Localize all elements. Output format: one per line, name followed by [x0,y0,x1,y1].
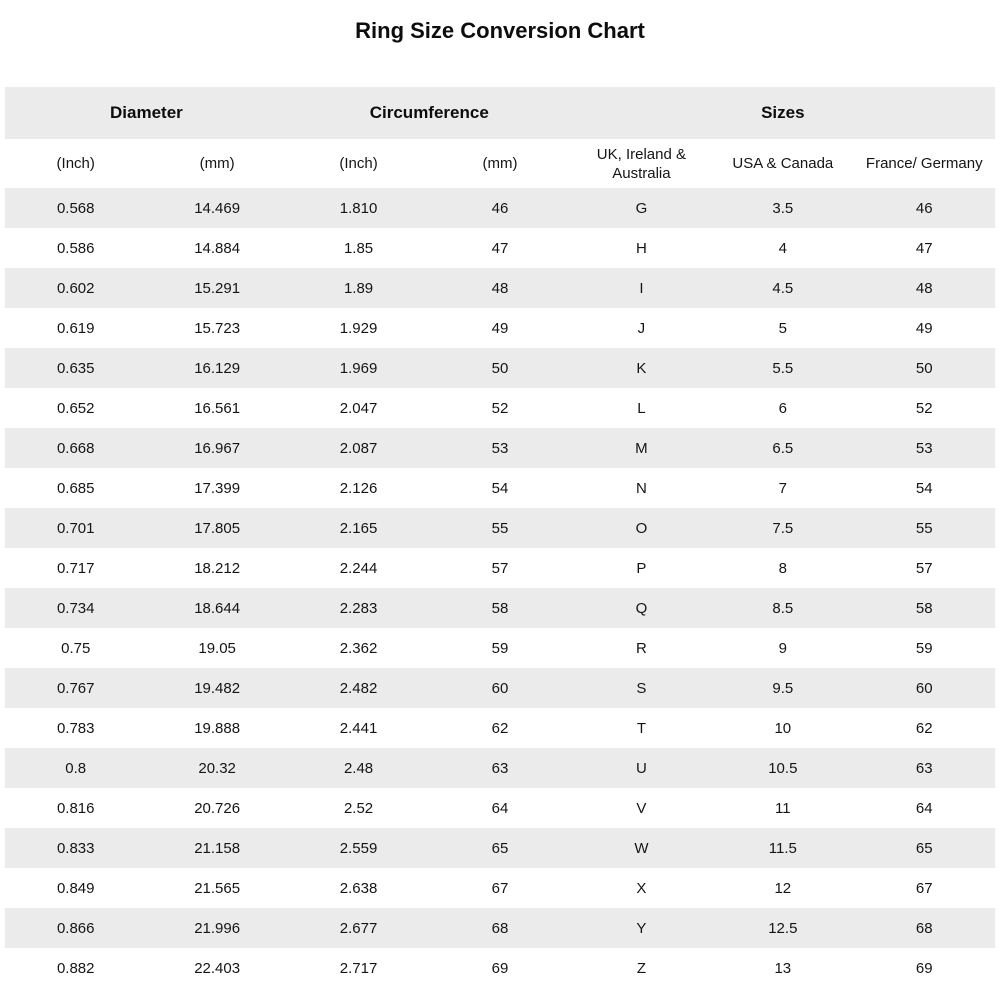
table-cell: 8 [778,559,787,577]
table-cell: Q [635,599,648,617]
table-cell: 55 [491,519,509,537]
table-row [5,788,995,828]
table-cell: 20.32 [198,759,236,777]
table-cell: 11.5 [768,839,797,857]
table-row [5,468,995,508]
table-cell: 16.967 [194,439,241,457]
table-cell: 0.568 [56,199,95,217]
table-cell: 48 [915,279,933,297]
table-cell: 0.8 [65,759,87,777]
table-cell: 1.89 [343,279,374,297]
table-cell: 47 [491,239,509,257]
table-cell: 50 [915,359,933,377]
table-cell: 57 [491,559,509,577]
column-header-row [5,139,995,188]
table-cell: 3.5 [772,199,794,217]
table-cell: 55 [915,519,933,537]
table-cell: 14.469 [194,199,241,217]
table-row [5,708,995,748]
table-cell: 7 [778,479,787,497]
table-cell: 60 [915,679,933,697]
group-header-circumference: Circumference [288,87,571,139]
table-cell: 53 [915,439,933,457]
table-cell: P [636,559,647,577]
table-cell: 21.158 [194,839,241,857]
table-cell: 59 [915,639,933,657]
table-cell: 0.717 [56,559,95,577]
table-row [5,748,995,788]
table-cell: 69 [915,959,933,977]
column-header-circumference-inch: (Inch) [288,139,429,188]
table-cell: 6 [778,399,787,417]
table-cell: 19.482 [194,679,241,697]
table-cell: 0.833 [56,839,95,857]
table-cell: 0.75 [61,639,91,657]
table-cell: 49 [915,319,933,337]
column-header-circumference-mm: (mm) [429,139,570,188]
table-row [5,548,995,588]
table-cell: W [634,839,649,857]
table-row [5,388,995,428]
column-header-uk-ireland-australia: UK, Ireland & Australia [571,139,712,188]
table-cell: 2.362 [339,639,378,657]
column-header-france-germany: France/ Germany [854,139,995,188]
table-cell: 2.126 [339,479,378,497]
table-cell: X [636,879,647,897]
table-cell: L [637,399,646,417]
table-cell: 0.685 [56,479,95,497]
table-cell: 69 [491,959,509,977]
table-cell: 2.441 [339,719,378,737]
table-row [5,588,995,628]
table-cell: 2.244 [339,559,378,577]
table-cell: 11 [775,799,791,817]
ring-size-conversion-table [5,87,995,988]
table-cell: 54 [915,479,933,497]
table-cell: 46 [915,199,933,217]
table-cell: T [636,719,646,737]
table-cell: 62 [491,719,509,737]
table-cell: 16.561 [194,399,241,417]
table-cell: 53 [491,439,509,457]
table-cell: 18.644 [194,599,241,617]
table-cell: 17.399 [194,479,241,497]
table-cell: 17.805 [194,519,241,537]
table-row [5,228,995,268]
table-cell: 2.48 [343,759,374,777]
table-row [5,668,995,708]
table-cell: 21.565 [194,879,241,897]
table-cell: 0.586 [56,239,95,257]
table-cell: 47 [915,239,933,257]
table-cell: 2.482 [339,679,378,697]
table-cell: Z [636,959,646,977]
table-cell: 13 [774,959,792,977]
table-cell: 4 [778,239,787,257]
table-cell: 65 [915,839,933,857]
table-cell: R [635,639,647,657]
table-cell: 10 [774,719,792,737]
table-cell: 2.165 [339,519,378,537]
table-row [5,308,995,348]
table-cell: 0.734 [56,599,95,617]
table-row [5,188,995,228]
table-cell: 63 [915,759,933,777]
table-cell: 0.668 [56,439,95,457]
table-cell: 46 [491,199,509,217]
table-cell: 2.52 [343,799,374,817]
table-cell: 0.783 [56,719,95,737]
table-header [5,87,995,188]
table-cell: 49 [491,319,509,337]
group-header-sizes: Sizes [571,87,995,139]
table-cell: 68 [491,919,509,937]
table-cell: 67 [915,879,933,897]
table-body [5,188,995,988]
table-cell: 64 [491,799,509,817]
table-cell: 59 [491,639,509,657]
table-cell: 54 [491,479,509,497]
table-cell: 1.969 [339,359,378,377]
table-cell: 63 [491,759,509,777]
table-cell: 2.638 [339,879,378,897]
table-cell: 22.403 [194,959,241,977]
table-cell: 0.767 [56,679,95,697]
table-cell: 8.5 [772,599,794,617]
table-row [5,828,995,868]
table-cell: 1.85 [343,239,374,257]
table-cell: 18.212 [194,559,241,577]
column-header-usa-canada: USA & Canada [712,139,853,188]
table-cell: 1.810 [339,199,378,217]
table-row [5,948,995,988]
column-header-diameter-inch: (Inch) [5,139,146,188]
table-row [5,268,995,308]
table-cell: 64 [915,799,933,817]
table-cell: 2.283 [339,599,378,617]
table-cell: 4.5 [772,279,794,297]
group-header-row [5,87,995,139]
table-row [5,428,995,468]
table-row [5,908,995,948]
table-cell: 0.619 [56,319,95,337]
table-cell: 2.677 [339,919,378,937]
table-cell: J [637,319,646,337]
table-cell: 52 [491,399,509,417]
column-header-diameter-mm: (mm) [146,139,287,188]
table-cell: V [636,799,647,817]
table-cell: 7.5 [772,519,794,537]
table-cell: 6.5 [772,439,794,457]
table-cell: 16.129 [194,359,241,377]
table-cell: 1.929 [339,319,378,337]
table-cell: Y [636,919,647,937]
table-cell: 5 [778,319,787,337]
table-cell: 2.087 [339,439,378,457]
table-cell: 2.047 [339,399,378,417]
table-cell: 9.5 [772,679,794,697]
table-cell: G [635,199,648,217]
table-cell: H [635,239,647,257]
table-cell: 15.291 [194,279,241,297]
table-cell: 60 [491,679,509,697]
table-cell: 21.996 [194,919,241,937]
table-cell: K [636,359,647,377]
table-cell: 2.559 [339,839,378,857]
table-cell: 12 [774,879,792,897]
table-cell: 0.602 [56,279,95,297]
table-cell: 0.652 [56,399,95,417]
table-cell: 0.816 [56,799,95,817]
table-cell: 50 [491,359,509,377]
table-cell: 52 [915,399,933,417]
table-cell: 0.849 [56,879,95,897]
table-cell: 67 [491,879,509,897]
table-cell: 58 [915,599,933,617]
table-cell: S [636,679,647,697]
table-cell: I [639,279,644,297]
table-cell: 19.05 [198,639,236,657]
table-row [5,348,995,388]
table-cell: 65 [491,839,509,857]
table-cell: 0.866 [56,919,95,937]
table-cell: 12.5 [768,919,798,937]
table-cell: 68 [915,919,933,937]
table-cell: 2.717 [339,959,378,977]
table-cell: 62 [915,719,933,737]
table-cell: N [635,479,647,497]
table-cell: M [635,439,648,457]
table-cell: 0.701 [56,519,95,537]
table-cell: 57 [915,559,933,577]
table-cell: 19.888 [194,719,241,737]
table-cell: O [635,519,648,537]
table-cell: 5.5 [772,359,794,377]
table-cell: 20.726 [194,799,241,817]
table-row [5,628,995,668]
table-cell: 10.5 [768,759,798,777]
table-row [5,868,995,908]
table-row [5,508,995,548]
table-cell: 0.882 [56,959,95,977]
table-cell: 9 [778,639,787,657]
table-cell: 58 [491,599,509,617]
table-cell: 14.884 [194,239,241,257]
table-cell: U [635,759,647,777]
table-cell: 15.723 [194,319,241,337]
table-cell: 0.635 [56,359,95,377]
group-header-diameter: Diameter [5,87,288,139]
table-cell: 48 [491,279,509,297]
page-title: Ring Size Conversion Chart [355,18,645,43]
